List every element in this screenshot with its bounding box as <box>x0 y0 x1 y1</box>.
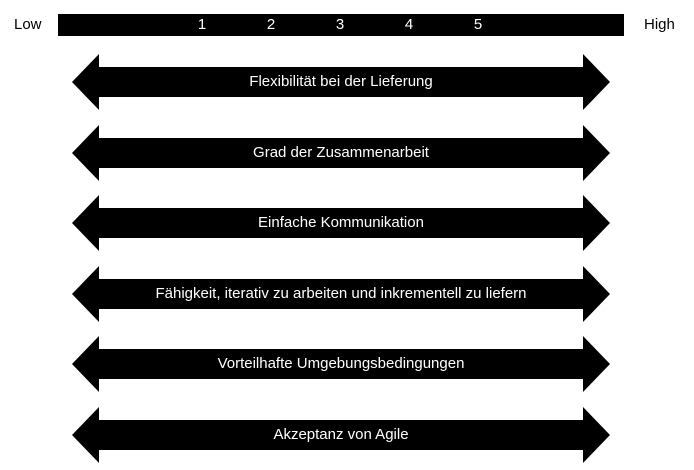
scale-tick-1: 1 <box>197 16 207 33</box>
arrow-label: Grad der Zusammenarbeit <box>253 144 429 161</box>
rating-scale-bar <box>58 14 624 36</box>
scale-tick-3: 3 <box>335 16 345 33</box>
scale-tick-2: 2 <box>266 16 276 33</box>
double-arrow-agile-acceptance <box>72 407 610 463</box>
double-arrow-environment <box>72 336 610 392</box>
arrow-label: Akzeptanz von Agile <box>273 426 409 443</box>
scale-tick-5: 5 <box>473 16 483 33</box>
arrow-label: Flexibilität bei der Lieferung <box>249 73 433 90</box>
double-arrow-communication <box>72 195 610 251</box>
double-arrow-collaboration <box>72 125 610 181</box>
scale-low-label: Low <box>14 16 42 33</box>
arrow-label: Einfache Kommunikation <box>258 214 424 231</box>
double-arrow-iterative <box>72 266 610 322</box>
arrow-label: Fähigkeit, iterativ zu arbeiten und inkrementell zu liefern <box>155 285 527 302</box>
arrow-label: Vorteilhafte Umgebungsbedingungen <box>217 355 465 372</box>
scale-high-label: High <box>644 16 675 33</box>
double-arrow-flexibility <box>72 54 610 110</box>
scale-tick-4: 4 <box>404 16 414 33</box>
